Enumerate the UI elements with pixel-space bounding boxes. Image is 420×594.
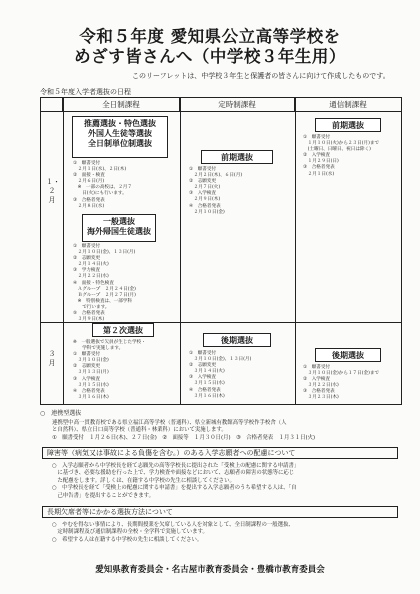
title-line-1: 令和５年度 愛知県公立高等学校を (79, 27, 341, 46)
list-line: ② 志願変更 (189, 363, 217, 369)
list-line: ２月１０日(金) (189, 209, 225, 215)
zen-box1-line: 外国人生徒等選抜 (88, 129, 152, 138)
zen-ippan-list (73, 244, 136, 323)
header-tsushin: 通信制課程 (295, 98, 401, 112)
tei-box2-line: 後期選抜 (221, 336, 253, 345)
tsu-box1-line: 前期選抜 (332, 121, 364, 130)
zen-dai2ji-list (73, 340, 146, 401)
list-line: ① 願書受付 (303, 365, 331, 370)
schedule-title: 令和５年度入学者選抜の日程 (40, 88, 131, 96)
renkei-text (52, 420, 398, 442)
para-line: に基づき、必要な援助を行った上で、学力検査や面接などにおいて、志願者の障害の状態等に応じ (52, 470, 295, 477)
divider (63, 98, 64, 404)
list-line: ３月１５日(水) (73, 382, 109, 388)
list-line: ３月１５日(水) (189, 381, 225, 387)
tei-kouki-box (203, 333, 271, 347)
list-line: ④ 合格者発表 (73, 388, 105, 394)
list-line: ① 願書受付 (189, 167, 217, 172)
header-blank (41, 98, 63, 112)
list-line: ３月１０日(金)、１３日(月) (189, 357, 252, 363)
zen-dai2ji-box (92, 323, 154, 337)
tsu-zenki-list (303, 135, 379, 178)
para-line: 定時制課程及び通信制課程の全校・全学科で実施しています。 (52, 529, 208, 536)
list-line: ② 志願変更 (189, 179, 217, 185)
list-line: ２月１４日(火) (73, 262, 109, 268)
zen-box3-line: 第２次選抜 (103, 326, 143, 335)
list-line: Ｂグループ ２月２７日(月) (73, 292, 136, 298)
list-line: ③ 入学検査 (73, 376, 101, 382)
list-line: ２月６日(月) (73, 179, 105, 185)
para-line: 連携型中高一貫教育校である県立福江高等学校（普通科）、県立新城有教館高等学校作手校舎（人 (52, 420, 287, 426)
tsu-kouki-list (303, 365, 379, 402)
renkei-heading: ○ 連携型選抜 (40, 410, 82, 417)
list-line: ① 願書受付 (73, 244, 101, 249)
list-line: ※ 特別検査は、一部学科 (73, 298, 132, 304)
list-line: Ａグループ ２月２４日(金) (73, 286, 136, 292)
para-line: ○ やむを得ない事情により、長期間授業を欠席している人を対象として、全日制課程の一般選抜、 (52, 522, 294, 528)
list-line: ② 入学検査 (303, 377, 331, 383)
tei-box1-line: 前期選抜 (221, 153, 253, 162)
accommodation-text (52, 463, 398, 500)
list-line: で行います。 (73, 304, 110, 310)
list-line: ３月１３日(月) (73, 370, 109, 376)
list-line: ３月１０日(金) (73, 358, 109, 364)
tsu-box2-line: 後期選抜 (332, 351, 364, 360)
zen-suisen-list (73, 161, 132, 210)
zen-box1-line: 推薦選抜・特色選抜 (84, 119, 156, 128)
list-line: ① 願書受付 (73, 352, 101, 358)
list-line: ２月２日(木)、６日(月) (189, 173, 243, 179)
list-line: ② 志願変更 (73, 364, 101, 370)
zen-suisen-box (72, 116, 168, 158)
list-line: ③ 合格者発表 (303, 389, 335, 395)
accommodation-bar: 障害等（病気又は事故による負傷を含む。）のある入学志願者への配慮について (42, 447, 398, 459)
list-line: ２月１０日(金)、１３日(月) (73, 250, 136, 256)
list-line: ① 願書受付 (73, 161, 101, 166)
para-line: ① 願書受付 １月２６日(木)、２７日(金) ② 面接等 １月３０日(月) ③ 合格者発表 １月３１日(火) (52, 434, 316, 441)
list-line: ３月１４日(火) (189, 369, 225, 375)
tei-zenki-list (189, 167, 242, 216)
para-line: ○ 入学志願者から中学校長を経て志願先の高等学校長に提出された「受検上の配慮に関する申請書」 (52, 463, 300, 469)
tsu-zenki-box (315, 118, 381, 132)
para-line: と自然科）、県立日口高等学校（普通科・林業科）において実施します。 (52, 427, 227, 434)
title-line-2: めざす皆さんへ（中学校３年生用） (74, 47, 346, 66)
list-line: １月２９日(日) (303, 159, 339, 165)
list-line: ３月１６日(木) (73, 394, 109, 400)
list-line: ３月１６日(木) (189, 393, 225, 399)
list-line: ２月１日(水) (303, 171, 335, 177)
list-line: １月１０日(火)から２３日(月)まで (303, 141, 380, 147)
zen-box2-line: 一般選抜 (103, 217, 135, 226)
list-line: ３月２２日(水) (303, 383, 339, 389)
month-label-jan-feb: １・２月 (46, 178, 60, 204)
divider (180, 98, 181, 404)
divider (295, 98, 296, 404)
list-line: ④ 合格者発表 (189, 387, 221, 393)
tei-zenki-box (201, 150, 273, 164)
list-line: 学科で実施します。 (73, 346, 124, 352)
header-teiji: 定時制課程 (180, 98, 295, 112)
list-line: ② 志願変更 (73, 256, 101, 262)
list-line: (土曜日、日曜日、祝日は除く) (303, 147, 371, 153)
list-line: ② 入学検査 (303, 153, 331, 159)
list-line: ３月９日(木) (73, 317, 105, 323)
list-line: ④ 面接・特色検査 (73, 280, 114, 286)
zen-ippan-box (82, 214, 156, 242)
long-absence-bar: 長期欠席者等にかかる選抜方法について (42, 506, 398, 518)
para-line: た配慮をします。詳しくは、在籍する中学校の先生に相談してください。 (52, 477, 235, 484)
para-line: ○ 希望する人は在籍する中学校の先生に相談してください。 (52, 536, 203, 543)
list-line: ３月２３日(木) (303, 395, 339, 401)
list-line: ③ 合格者発表 (303, 165, 335, 171)
list-line: ③ 学力検査 (73, 268, 101, 274)
list-line: ※ 一部の高校は、２月７ (73, 185, 132, 191)
list-line: ⑤ 合格者発表 (73, 311, 105, 317)
list-line: ① 願書受付 (303, 135, 331, 140)
list-line: ２月７日(火) (189, 185, 221, 191)
tei-kouki-list (189, 351, 251, 400)
list-line: ② 面接・検査 (73, 173, 105, 179)
list-line: ３月１０日(金)から１７日(金)まで (303, 371, 380, 377)
para-line: ○ 中学校長を経て「受検上の配慮に関する申請書」を提出する入学志願者のうち希望する人は、「自 (52, 485, 297, 492)
list-line: ※ 一般選抜で欠員が生じた学校・ (73, 340, 146, 345)
long-absence-text (52, 522, 398, 544)
zen-box1-line: 全日制単位制選抜 (88, 139, 152, 148)
month-label-mar: ３月 (48, 350, 56, 367)
list-line: ２月９日(木) (189, 197, 221, 203)
tsu-kouki-box (315, 348, 381, 362)
list-line: ③ 入学検査 (189, 375, 217, 381)
list-line: ２月１日(水)、２日(木) (73, 167, 127, 173)
list-line: ③ 合格者発表 (73, 197, 105, 203)
header-zennichi: 全日制課程 (63, 98, 180, 112)
zen-box2-line: 海外帰国生徒選抜 (87, 227, 151, 236)
subtitle: このリーフレットは、中学校３年生と保護者の皆さんに向けて作成したものです。 (132, 72, 390, 80)
footer-issuer: 愛知県教育委員会・名古屋市教育委員会・豊橋市教育委員会 (95, 565, 325, 575)
list-line: ③ 入学検査 (189, 191, 217, 197)
para-line: 己申告書」を提出することができます。 (52, 492, 154, 499)
list-line: 日(火)にも行います。 (73, 191, 127, 197)
list-line: ２月８日(水) (73, 203, 105, 209)
list-line: ④ 合格者発表 (189, 203, 221, 209)
schedule-table (40, 97, 402, 405)
list-line: ① 願書受付 (189, 351, 217, 356)
list-line: ２月２２日(水) (73, 274, 109, 280)
